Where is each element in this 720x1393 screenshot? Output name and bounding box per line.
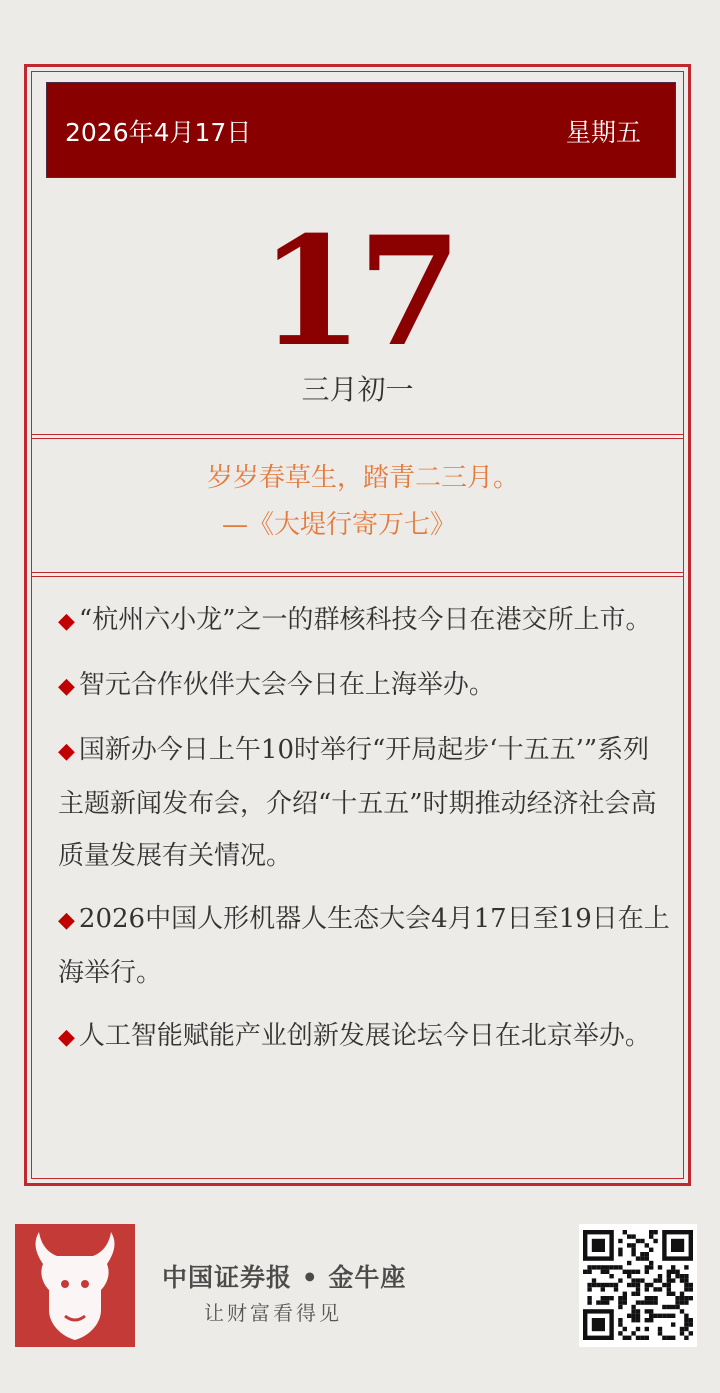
news-item-text: “杭州六小龙”之一的群核科技今日在港交所上市。: [78, 605, 652, 635]
divider-mid-b: [32, 576, 683, 577]
news-item: [58, 659, 670, 713]
news-item: [58, 893, 670, 999]
qr-code-icon: [579, 1224, 697, 1347]
news-item: [58, 724, 670, 882]
poem-line: 岁岁春草生，踏青二三月。: [207, 463, 520, 493]
poem-source: —《大堤行寄万七》: [222, 510, 457, 540]
news-item: [58, 594, 670, 648]
brand-slogan: 让财富看得见: [204, 1301, 342, 1325]
weekday-text: 星期五: [565, 118, 641, 147]
news-item-text: 2026中国人形机器人生态大会4月17日至19日在上海举行。: [58, 904, 670, 988]
news-item: [58, 1010, 670, 1064]
news-item-text: 智元合作伙伴大会今日在上海举办。: [78, 670, 495, 700]
divider-top-a: [32, 434, 683, 435]
news-list: [58, 594, 670, 1075]
divider-top-b: [32, 438, 683, 439]
calendar-inner-frame: [31, 71, 684, 1179]
lunar-date: 三月初一: [301, 373, 414, 406]
calendar-card: [24, 64, 691, 1186]
brand-name: 中国证券报 • 金牛座: [162, 1263, 407, 1292]
diamond-bullet-icon: ◆: [58, 1025, 75, 1050]
diamond-bullet-icon: ◆: [58, 674, 75, 699]
date-text: 2026年4月17日: [65, 118, 252, 147]
diamond-bullet-icon: ◆: [58, 609, 75, 634]
divider-mid-a: [32, 572, 683, 573]
bull-logo-icon: [15, 1224, 135, 1347]
diamond-bullet-icon: ◆: [58, 908, 75, 933]
date-header: [46, 82, 676, 178]
news-item-text: 国新办今日上午10时举行“开局起步‘十五五’”系列主题新闻发布会，介绍“十五五”时期推动经济社会高质量发展有关情况。: [58, 735, 657, 871]
news-item-text: 人工智能赋能产业创新发展论坛今日在北京举办。: [78, 1021, 651, 1051]
diamond-bullet-icon: ◆: [58, 739, 75, 764]
day-number: 17: [259, 204, 456, 380]
